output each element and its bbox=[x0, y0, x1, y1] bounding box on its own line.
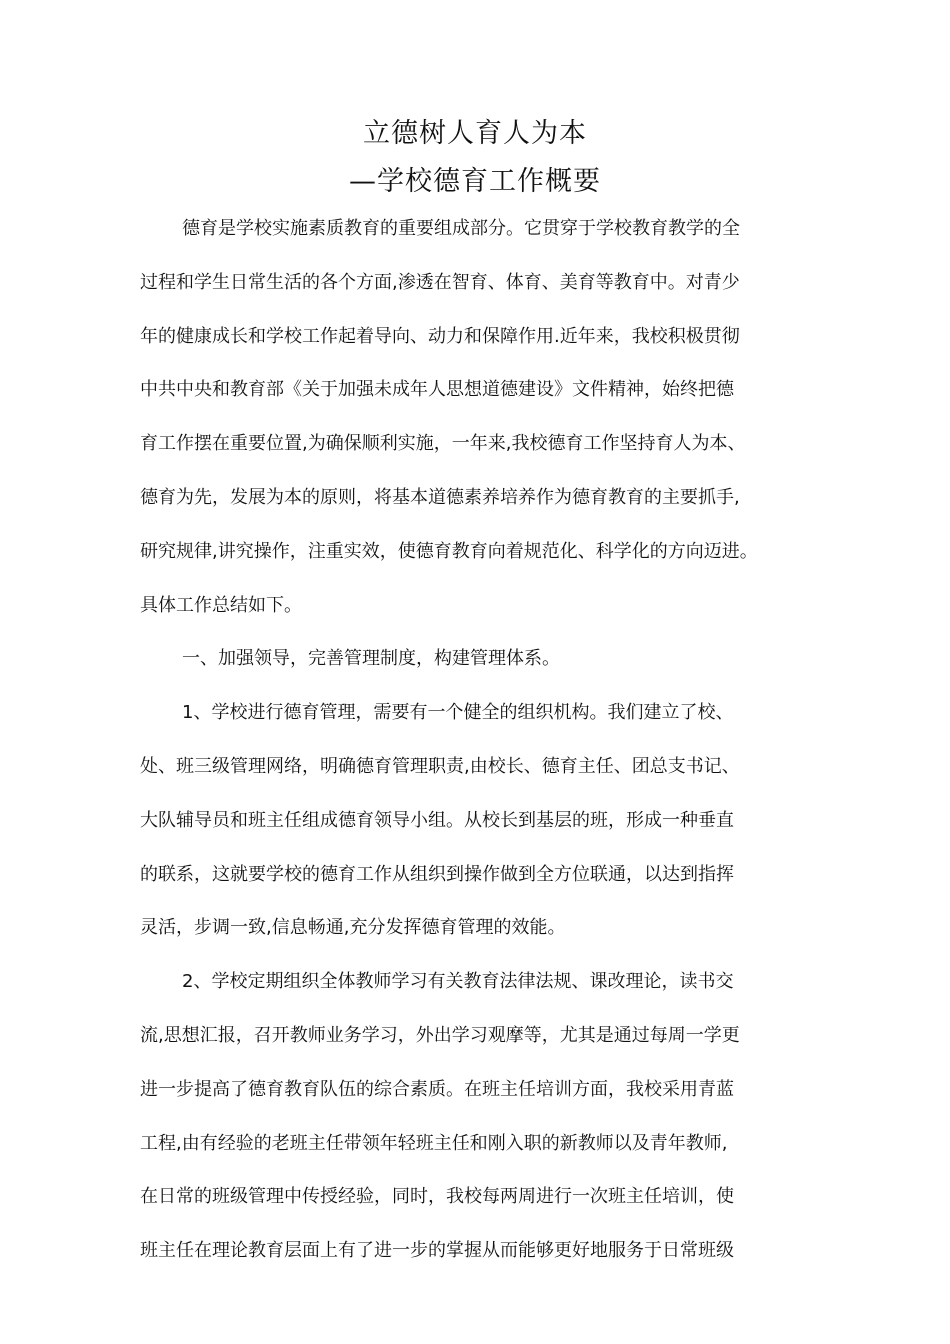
paragraph-line: 育工作摆在重要位置,为确保顺利实施，一年来,我校德育工作坚持育人为本、 bbox=[140, 433, 746, 455]
paragraph-line: 中共中央和教育部《关于加强未成年人思想道德建设》文件精神，始终把德 bbox=[140, 379, 734, 401]
paragraph-line: 研究规律,讲究操作，注重实效，使德育教育向着规范化、科学化的方向迈进。 bbox=[140, 540, 758, 562]
paragraph-line: 班主任在理论教育层面上有了进一步的掌握从而能够更好地服务于日常班级 bbox=[140, 1240, 734, 1262]
paragraph-line: 年的健康成长和学校工作起着导向、动力和保障作用.近年来，我校积极贯彻 bbox=[140, 325, 740, 347]
paragraph-line: 德育是学校实施素质教育的重要组成部分。它贯穿于学校教育教学的全 bbox=[182, 218, 740, 239]
paragraph-line: 流,思想汇报，召开教师业务学习，外出学习观摩等，尤其是通过每周一学更 bbox=[140, 1024, 740, 1046]
document-subtitle: —学校德育工作概要 bbox=[349, 166, 601, 197]
paragraph-line: 过程和学生日常生活的各个方面,渗透在智育、体育、美育等教育中。对青少 bbox=[140, 271, 740, 293]
paragraph-line: 德育为先，发展为本的原则，将基本道德素养培养作为德育教育的主要抓手, bbox=[140, 486, 740, 508]
paragraph-line: 2、学校定期组织全体教师学习有关教育法律法规、课改理论，读书交 bbox=[182, 971, 734, 993]
paragraph-line: 的联系，这就要学校的德育工作从组织到操作做到全方位联通，以达到指挥 bbox=[140, 863, 734, 885]
document-title: 立德树人育人为本 bbox=[363, 118, 587, 149]
paragraph-line: 在日常的班级管理中传授经验，同时，我校每两周进行一次班主任培训，使 bbox=[140, 1186, 734, 1208]
paragraph-line: 处、班三级管理网络，明确德育管理职责,由校长、德育主任、团总支书记、 bbox=[140, 755, 740, 777]
paragraph-line: 大队辅导员和班主任组成德育领导小组。从校长到基层的班，形成一种垂直 bbox=[140, 809, 734, 831]
title-block bbox=[0, 110, 950, 206]
document-body bbox=[140, 202, 835, 1278]
section-heading: 一、加强领导，完善管理制度，构建管理体系。 bbox=[182, 648, 560, 670]
paragraph-line: 1、学校进行德育管理，需要有一个健全的组织机构。我们建立了校、 bbox=[182, 702, 734, 724]
paragraph-line: 工程,由有经验的老班主任带领年轻班主任和刚入职的新教师以及青年教师, bbox=[140, 1132, 728, 1154]
paragraph-line: 具体工作总结如下。 bbox=[140, 594, 302, 616]
paragraph-line: 进一步提高了德育教育队伍的综合素质。在班主任培训方面，我校采用青蓝 bbox=[140, 1078, 734, 1100]
paragraph-line: 灵活，步调一致,信息畅通,充分发挥德育管理的效能。 bbox=[140, 917, 566, 939]
